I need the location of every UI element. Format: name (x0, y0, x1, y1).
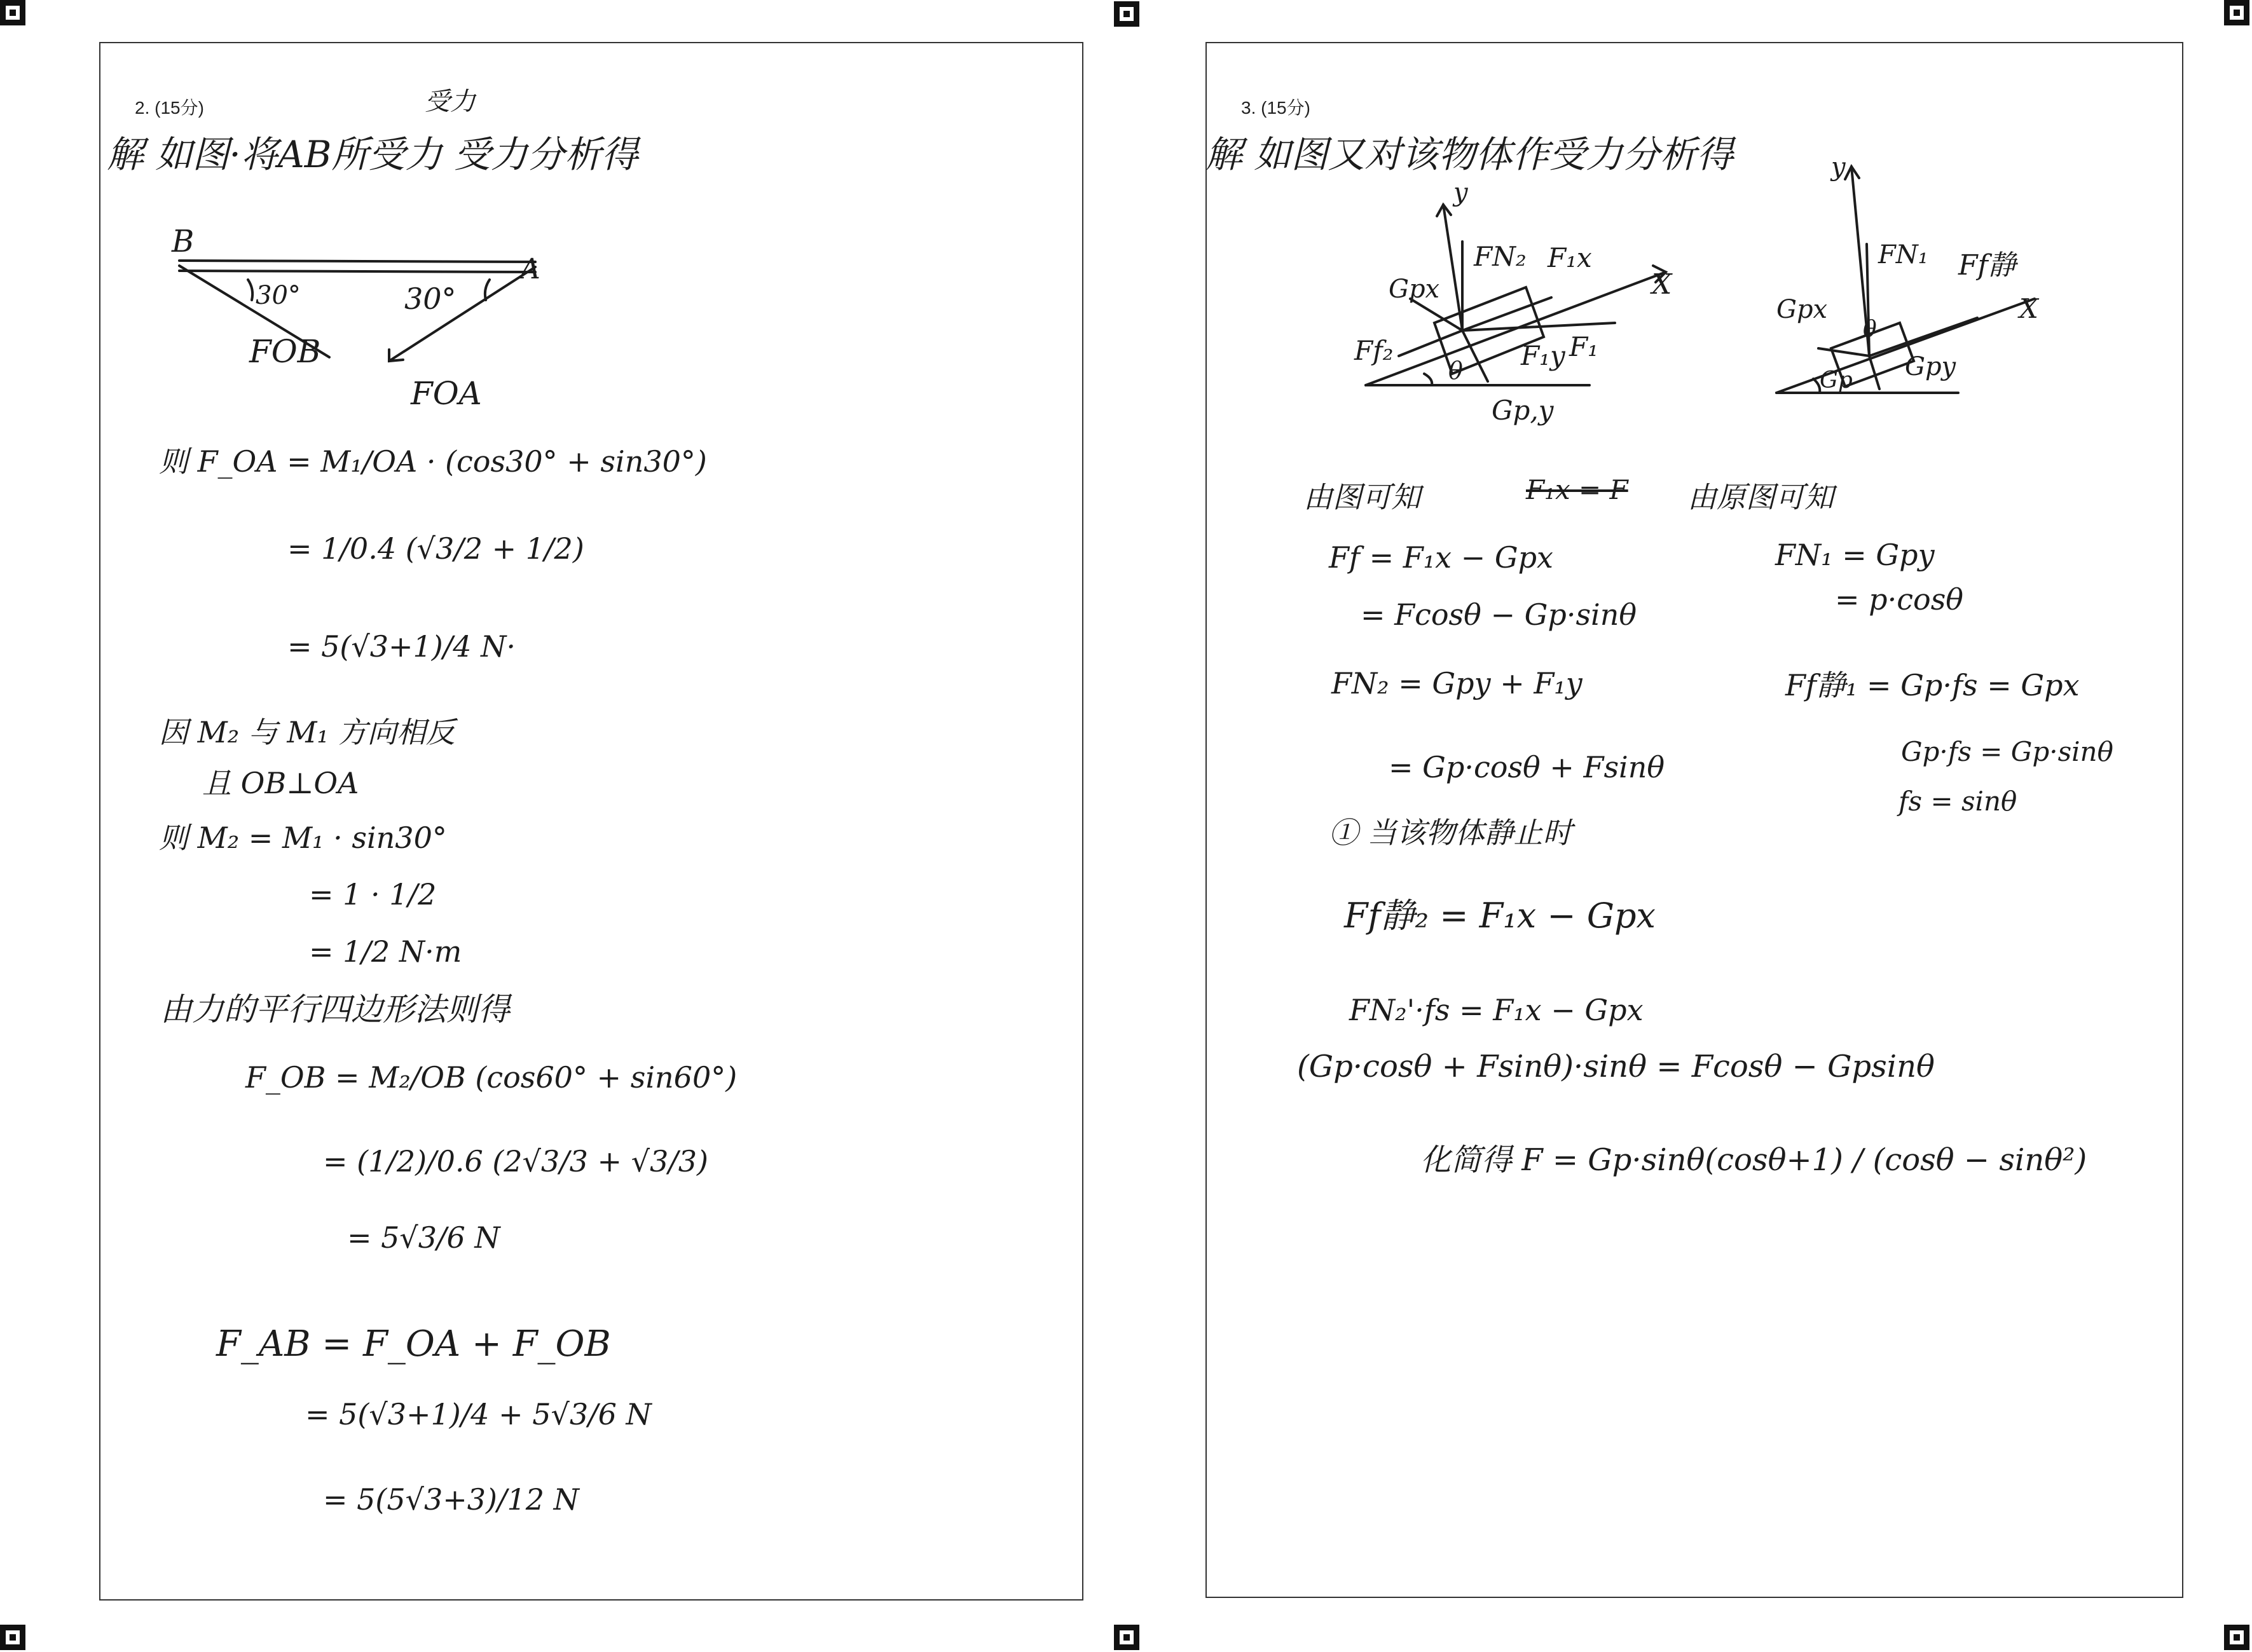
statement-from-original-figure: 由原图可知 (1687, 480, 1834, 514)
label-fn2: FN₂ (1474, 241, 1527, 272)
equation-ff: Ff = F₁x − Gpx (1329, 540, 1553, 575)
label-f1y: F₁y (1521, 340, 1565, 371)
equation-m2: 则 M₂ = M₁ · sin30° (159, 821, 447, 855)
label-f1x: F₁x (1548, 242, 1592, 273)
label-ff2: Ff₂ (1354, 335, 1394, 366)
label-gpx-right: Gpx (1776, 295, 1828, 324)
equation-fn1: FN₁ = Gpy (1775, 538, 1935, 572)
statement-parallelogram-rule: 由力的平行四边形法则得 (160, 991, 510, 1028)
struck-note: F₁x = F (1526, 474, 1628, 505)
point-a-label: A (520, 253, 540, 285)
label-gpy-left: Gp,y (1492, 395, 1554, 426)
equation-foa: 则 F_OA = M₁/OA · (cos30° + sin30°) (159, 444, 707, 479)
equation-ff-static1: Ff静₁ = Gp·fs = Gpx (1785, 668, 2080, 702)
statement-ob-perpendicular: 且 OB⊥OA (202, 766, 359, 800)
point-b-label: B (172, 224, 195, 259)
axis-y-right: y (1831, 153, 1846, 182)
equation-fob-result: = 5√3/6 N (347, 1220, 500, 1255)
axis-x-left: X (1652, 268, 1672, 301)
label-f1: F₁ (1569, 331, 1598, 362)
statement-when-static: ① 当该物体静止时 (1329, 816, 1572, 850)
label-gpy-right: Gpy (1905, 352, 1956, 381)
axis-y-left: y (1453, 178, 1468, 207)
statement-moment-direction: 因 M₂ 与 M₁ 方向相反 (159, 715, 455, 749)
axis-x-right: X (2019, 293, 2038, 324)
label-gpx-left: Gpx (1389, 275, 1440, 304)
question-label-3: 3. (15分) (1241, 98, 1310, 118)
force-oa-label: FOA (411, 375, 482, 412)
equation-fn1-step2: = p·cosθ (1835, 582, 1963, 617)
solution-intro-3: 解 如图又对该物体作受力分析得 (1205, 133, 1734, 176)
equation-simplified-f: 化简得 F = Gp·sinθ(cosθ+1) / (cosθ − sinθ²) (1420, 1142, 2087, 1178)
equation-ff-static2: Ff静₂ = F₁x − Gpx (1344, 896, 1656, 936)
label-theta-left: θ (1448, 357, 1463, 385)
equation-fn2: FN₂ = Gpy + F₁y (1331, 666, 1583, 700)
equation-gp-fs: Gp·fs = Gp·sinθ (1901, 736, 2113, 767)
equation-ff-step2: = Fcosθ − Gp·sinθ (1361, 597, 1637, 632)
angle-left-label: 30° (256, 281, 301, 310)
equation-fab-step2: = 5(√3+1)/4 + 5√3/6 N (305, 1397, 652, 1431)
statement-from-figure: 由图可知 (1303, 480, 1420, 514)
equation-foa-step2: = 1/0.4 (√3/2 + 1/2) (287, 531, 584, 566)
note-insert: 受力 (425, 87, 476, 116)
equation-fs: fs = sinθ (1898, 786, 2017, 817)
equation-fab: F_AB = F_OA + F_OB (216, 1323, 611, 1365)
equation-fob-step2: = (1/2)/0.6 (2√3/3 + √3/3) (323, 1144, 708, 1178)
question-label-2: 2. (15分) (135, 98, 204, 118)
label-gp-right: Gp (1820, 367, 1853, 393)
force-ob-label: FOB (249, 333, 321, 370)
equation-fn2-fs: FN₂'·fs = F₁x − Gpx (1349, 993, 1644, 1027)
equation-m2-result: = 1/2 N·m (309, 934, 462, 969)
angle-right-label: 30° (404, 282, 457, 316)
label-ff-static: Ff静 (1958, 249, 2016, 282)
equation-fn2-step2: = Gp·cosθ + Fsinθ (1389, 750, 1665, 784)
equation-foa-result: = 5(√3+1)/4 N· (287, 629, 516, 664)
label-fn1: FN₁ (1878, 240, 1928, 270)
equation-m2-step2: = 1 · 1/2 (309, 877, 437, 911)
equation-balance: (Gp·cosθ + Fsinθ)·sinθ = Fcosθ − Gpsinθ (1297, 1049, 1935, 1084)
label-theta-right: θ (1863, 317, 1877, 343)
equation-fob: F_OB = M₂/OB (cos60° + sin60°) (245, 1060, 738, 1095)
solution-intro: 解 如图·将AB所受力 受力分析得 (107, 133, 638, 176)
equation-fab-result: = 5(5√3+3)/12 N (323, 1482, 579, 1517)
